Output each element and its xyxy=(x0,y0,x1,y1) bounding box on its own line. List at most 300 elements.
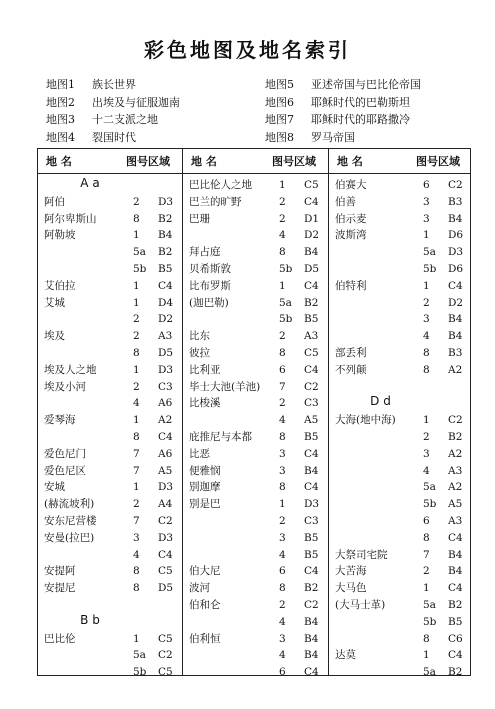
map-region: B4 xyxy=(448,313,463,326)
index-row xyxy=(329,631,472,647)
place-name: 安提尼 xyxy=(44,582,76,595)
map-number: 1 xyxy=(423,229,430,242)
place-name: 埃及人之地 xyxy=(44,363,97,376)
map-number: 5b xyxy=(133,666,147,679)
place-name: 巴兰的旷野 xyxy=(189,195,242,208)
map-number: 2 xyxy=(423,565,430,578)
place-name: 安曼(拉巴) xyxy=(44,531,95,544)
index-row xyxy=(38,496,182,512)
map-region: D1 xyxy=(304,212,320,225)
place-name: 伯示麦 xyxy=(335,212,367,225)
index-row xyxy=(38,547,182,563)
map-number: 7 xyxy=(423,548,430,561)
map-number: 地图5 xyxy=(265,78,294,91)
place-name: (赫流坡利) xyxy=(44,498,95,511)
section-letter: D d xyxy=(370,394,391,409)
index-row xyxy=(329,446,472,462)
index-row xyxy=(38,395,182,411)
map-number: 6 xyxy=(279,363,286,376)
map-region: C3 xyxy=(304,515,319,527)
map-number: 4 xyxy=(279,229,286,242)
index-row xyxy=(329,429,472,445)
map-region: B5 xyxy=(158,263,173,275)
index-row xyxy=(183,261,328,277)
map-region: B4 xyxy=(448,565,463,578)
map-number: 地图3 xyxy=(46,113,75,126)
map-region: C2 xyxy=(158,649,173,662)
map-region: D3 xyxy=(158,195,174,208)
index-row xyxy=(183,227,328,243)
index-row xyxy=(329,547,472,563)
place-name: 比恶 xyxy=(189,447,210,460)
place-name: 伯特利 xyxy=(335,279,367,292)
place-name: 安城 xyxy=(44,481,65,494)
map-region: B2 xyxy=(158,212,173,225)
place-name: 艾伯拉 xyxy=(44,279,76,292)
place-name: 彼拉 xyxy=(189,347,210,359)
map-region: C4 xyxy=(448,582,463,595)
map-number: 4 xyxy=(279,615,286,628)
index-row xyxy=(329,463,472,479)
map-number: 4 xyxy=(279,414,286,427)
map-region: B3 xyxy=(448,347,463,359)
index-row xyxy=(329,647,472,663)
map-number: 8 xyxy=(279,431,286,443)
index-row xyxy=(329,295,472,311)
map-number: 8 xyxy=(279,347,286,359)
index-row xyxy=(38,429,182,445)
map-number: 地图6 xyxy=(265,95,294,109)
index-row xyxy=(183,194,328,210)
index-row xyxy=(183,311,328,327)
place-name: 大海(地中海) xyxy=(335,414,396,427)
index-row xyxy=(183,463,328,479)
index-row xyxy=(183,328,328,344)
map-region: D3 xyxy=(158,363,174,376)
index-row xyxy=(329,194,472,210)
map-region: C3 xyxy=(158,380,173,393)
index-row xyxy=(329,412,472,428)
index-row xyxy=(38,194,182,210)
map-number: 5a xyxy=(133,649,146,662)
map-region: B4 xyxy=(448,212,463,225)
map-list-item xyxy=(46,76,180,94)
map-number: 2 xyxy=(279,397,286,410)
map-number: 4 xyxy=(423,330,430,343)
map-list-item xyxy=(46,94,180,112)
place-name: 爱琴海 xyxy=(44,414,76,427)
map-number: 8 xyxy=(423,632,430,645)
map-region: C2 xyxy=(448,414,463,427)
map-list-item xyxy=(265,76,421,94)
map-number: 2 xyxy=(423,431,430,443)
place-name: 达莫 xyxy=(335,649,356,662)
map-title: 族长世界 xyxy=(92,78,136,91)
map-region: A6 xyxy=(158,397,173,410)
map-region: D5 xyxy=(304,263,320,275)
index-row xyxy=(38,446,182,462)
index-row xyxy=(183,278,328,294)
place-name: 贝希斯敦 xyxy=(189,263,231,275)
map-number: 1 xyxy=(423,582,430,595)
map-region: B4 xyxy=(304,632,319,645)
map-number: 5b xyxy=(423,615,437,628)
map-number: 2 xyxy=(279,515,286,527)
map-title: 耶稣时代的巴勒斯坦 xyxy=(311,95,410,109)
place-name: 阿伯 xyxy=(44,195,65,208)
place-name: 伯和仑 xyxy=(189,599,221,611)
place-name: 伯善 xyxy=(335,195,356,208)
place-name: 巴比伦人之地 xyxy=(189,179,252,191)
map-region: A2 xyxy=(448,481,463,494)
map-region: B5 xyxy=(304,548,319,561)
place-name: 爱色尼门 xyxy=(44,447,86,460)
index-row xyxy=(329,664,472,680)
map-region: C2 xyxy=(448,179,463,191)
map-region: D3 xyxy=(304,498,320,511)
map-region: C4 xyxy=(304,279,319,292)
index-row xyxy=(38,261,182,277)
index-row xyxy=(183,446,328,462)
index-row xyxy=(183,412,328,428)
map-number: 3 xyxy=(133,531,140,544)
map-region: C4 xyxy=(304,363,319,376)
map-region: C5 xyxy=(158,565,173,578)
map-number: 1 xyxy=(133,481,140,494)
place-name: (迦巴勒) xyxy=(189,296,229,309)
map-region: B5 xyxy=(304,313,319,326)
map-region: B2 xyxy=(448,666,463,679)
page-title: 彩色地图及地名索引 xyxy=(144,38,351,62)
map-number: 地图2 xyxy=(46,95,75,109)
map-number: 8 xyxy=(423,531,430,544)
index-column xyxy=(329,149,472,679)
map-number: 5b xyxy=(423,263,437,275)
map-region: D5 xyxy=(158,582,174,595)
map-region: B4 xyxy=(448,330,463,343)
map-number: 4 xyxy=(279,649,286,662)
map-region: C4 xyxy=(448,649,463,662)
index-row xyxy=(183,211,328,227)
map-number: 地图4 xyxy=(46,130,75,144)
place-name: 埃及小河 xyxy=(44,380,86,393)
column-header-name: 地 名 xyxy=(46,155,72,168)
map-number: 2 xyxy=(133,195,140,208)
map-region: B2 xyxy=(448,431,463,443)
index-row xyxy=(329,563,472,579)
index-row xyxy=(183,580,328,596)
index-row xyxy=(183,563,328,579)
index-row xyxy=(183,547,328,563)
place-name: 伯大尼 xyxy=(189,565,221,578)
map-number: 1 xyxy=(423,414,430,427)
index-row xyxy=(38,227,182,243)
map-region: B3 xyxy=(448,195,463,208)
section-letter: A a xyxy=(80,176,100,190)
map-region: B5 xyxy=(304,531,319,544)
map-region: C4 xyxy=(304,195,319,208)
index-row xyxy=(329,362,472,378)
index-row xyxy=(38,412,182,428)
index-row xyxy=(38,580,182,596)
place-name: 别是巴 xyxy=(189,498,221,511)
index-row xyxy=(329,227,472,243)
map-number: 1 xyxy=(279,498,286,511)
index-row xyxy=(38,597,182,613)
map-number: 5a xyxy=(133,246,146,259)
index-row xyxy=(329,379,472,395)
map-number: 8 xyxy=(279,582,286,595)
place-name-index-table xyxy=(37,148,471,679)
map-number: 2 xyxy=(133,498,140,511)
index-row xyxy=(38,563,182,579)
index-row xyxy=(329,278,472,294)
map-region: C5 xyxy=(158,666,173,679)
index-row xyxy=(183,597,328,613)
map-region: B2 xyxy=(158,246,173,259)
index-row xyxy=(38,513,182,529)
map-number: 地图8 xyxy=(265,130,294,144)
map-number: 2 xyxy=(133,330,140,343)
index-row xyxy=(329,597,472,613)
map-region: B4 xyxy=(304,615,319,628)
place-name: 伯赛大 xyxy=(335,179,367,191)
index-row xyxy=(329,479,472,495)
index-row xyxy=(183,362,328,378)
index-row xyxy=(38,530,182,546)
map-number: 5a xyxy=(423,481,436,494)
map-number: 8 xyxy=(423,347,430,359)
index-row xyxy=(329,244,472,260)
map-number: 1 xyxy=(133,229,140,242)
map-region: C4 xyxy=(304,565,319,578)
map-region: D5 xyxy=(158,347,174,359)
column-header-map-region: 图号区域 xyxy=(416,155,460,168)
map-number: 8 xyxy=(133,565,140,578)
place-name: 比梭溪 xyxy=(189,397,221,410)
map-region: A2 xyxy=(158,414,173,427)
place-name: 波河 xyxy=(189,582,210,595)
index-row xyxy=(329,311,472,327)
index-row xyxy=(183,244,328,260)
map-number: 3 xyxy=(279,531,286,544)
map-region: C5 xyxy=(158,632,173,645)
map-region: C4 xyxy=(448,279,463,292)
map-title: 十二支派之地 xyxy=(92,113,158,126)
map-number: 8 xyxy=(279,481,286,494)
map-number: 2 xyxy=(279,195,286,208)
map-number: 5b xyxy=(279,313,293,326)
map-number: 1 xyxy=(423,649,430,662)
map-title: 亚述帝国与巴比伦帝国 xyxy=(311,78,421,91)
map-number: 地图7 xyxy=(265,113,294,126)
map-number: 8 xyxy=(133,582,140,595)
place-name: 大马色 xyxy=(335,582,367,595)
map-region: A3 xyxy=(448,515,463,527)
map-region: C4 xyxy=(448,531,463,544)
place-name: 波斯湾 xyxy=(335,229,367,242)
place-name: 安提阿 xyxy=(44,565,76,578)
map-region: D3 xyxy=(448,246,464,259)
map-list-item xyxy=(265,111,421,129)
map-number: 2 xyxy=(133,380,140,393)
map-number: 7 xyxy=(133,464,140,477)
place-name: 别迦摩 xyxy=(189,481,221,494)
index-row xyxy=(183,664,328,680)
map-number: 4 xyxy=(423,464,430,477)
map-region: B4 xyxy=(448,548,463,561)
map-number: 1 xyxy=(279,179,286,191)
map-number: 1 xyxy=(423,279,430,292)
map-number: 3 xyxy=(279,464,286,477)
index-row xyxy=(329,328,472,344)
map-region: C2 xyxy=(304,380,319,393)
index-row xyxy=(38,647,182,663)
index-row xyxy=(38,295,182,311)
map-region: C4 xyxy=(158,279,173,292)
place-name: 爱色尼区 xyxy=(44,464,86,477)
place-name: 巴珊 xyxy=(189,212,210,225)
map-list-item xyxy=(265,94,421,112)
map-number: 6 xyxy=(279,565,286,578)
map-region: C5 xyxy=(304,179,319,191)
map-title: 裂国时代 xyxy=(92,130,136,144)
map-region: A2 xyxy=(448,447,463,460)
map-region: B4 xyxy=(304,464,319,477)
map-number: 7 xyxy=(279,380,286,393)
index-row xyxy=(38,379,182,395)
map-region: C5 xyxy=(304,347,319,359)
place-name: 比东 xyxy=(189,330,210,343)
place-name: 部丢利 xyxy=(335,347,367,359)
map-region: A5 xyxy=(448,498,463,511)
index-row xyxy=(38,345,182,361)
index-row xyxy=(38,664,182,680)
map-number: 3 xyxy=(423,447,430,460)
map-number: 8 xyxy=(423,363,430,376)
index-column xyxy=(183,149,328,679)
map-region: B5 xyxy=(304,431,319,443)
index-row xyxy=(183,379,328,395)
map-number: 1 xyxy=(279,279,286,292)
map-list-item xyxy=(46,111,180,129)
map-region: D2 xyxy=(448,296,464,309)
map-number: 6 xyxy=(423,179,430,191)
index-row xyxy=(329,580,472,596)
index-row xyxy=(38,631,182,647)
index-row xyxy=(329,261,472,277)
map-region: D2 xyxy=(304,229,320,242)
map-region: A3 xyxy=(448,464,463,477)
map-list-item xyxy=(46,129,180,147)
map-number: 2 xyxy=(279,212,286,225)
map-list-left xyxy=(46,76,180,146)
index-row xyxy=(183,429,328,445)
map-number: 1 xyxy=(133,363,140,376)
map-region: A2 xyxy=(448,363,463,376)
index-row xyxy=(329,345,472,361)
map-number: 8 xyxy=(133,431,140,443)
index-row xyxy=(329,211,472,227)
map-number: 5b xyxy=(279,263,293,275)
place-name: 比布罗斯 xyxy=(189,279,231,292)
place-name: 大苦海 xyxy=(335,565,367,578)
map-number: 4 xyxy=(133,548,140,561)
map-number: 6 xyxy=(279,666,286,679)
map-number: 7 xyxy=(133,515,140,527)
place-name: 比利亚 xyxy=(189,363,221,376)
index-row xyxy=(183,395,328,411)
map-number: 3 xyxy=(279,632,286,645)
map-number: 2 xyxy=(279,330,286,343)
map-region: C4 xyxy=(304,481,319,494)
place-name: 毕士大池(羊池) xyxy=(189,380,261,393)
map-title: 罗马帝国 xyxy=(311,130,355,144)
index-row xyxy=(38,479,182,495)
map-region: C3 xyxy=(304,397,319,410)
index-row xyxy=(38,328,182,344)
map-number: 地图1 xyxy=(46,78,75,91)
place-name: 阿勒坡 xyxy=(44,229,76,242)
index-row xyxy=(183,631,328,647)
map-number: 1 xyxy=(133,279,140,292)
map-number: 1 xyxy=(133,632,140,645)
map-region: D6 xyxy=(448,263,464,275)
map-region: B2 xyxy=(304,296,319,309)
map-number: 4 xyxy=(279,548,286,561)
index-row xyxy=(329,530,472,546)
index-row xyxy=(183,345,328,361)
map-region: C4 xyxy=(304,447,319,460)
section-letter: B b xyxy=(80,612,100,627)
map-region: D2 xyxy=(158,313,174,326)
index-row xyxy=(38,211,182,227)
map-number: 3 xyxy=(423,212,430,225)
index-row xyxy=(183,647,328,663)
map-region: D6 xyxy=(448,229,464,242)
index-row xyxy=(183,295,328,311)
place-name: 不列颠 xyxy=(335,363,367,376)
map-number: 5b xyxy=(133,263,147,275)
map-region: B4 xyxy=(304,649,319,662)
place-name: 埃及 xyxy=(44,330,65,343)
map-region: B2 xyxy=(448,599,463,611)
map-region: B4 xyxy=(304,246,319,259)
index-row xyxy=(329,614,472,630)
map-title: 出埃及与征服迦南 xyxy=(92,95,180,109)
map-number: 5a xyxy=(279,296,292,309)
column-header-map-region: 图号区域 xyxy=(272,155,316,168)
index-row xyxy=(38,278,182,294)
index-row xyxy=(183,496,328,512)
map-region: A5 xyxy=(304,414,319,427)
map-region: D4 xyxy=(158,296,174,309)
map-region: B5 xyxy=(448,615,463,628)
map-number: 1 xyxy=(133,414,140,427)
map-region: D3 xyxy=(158,531,174,544)
map-number: 8 xyxy=(133,212,140,225)
map-number: 8 xyxy=(133,347,140,359)
map-number: 7 xyxy=(133,447,140,460)
map-number: 3 xyxy=(279,447,286,460)
index-row xyxy=(183,614,328,630)
index-row xyxy=(38,311,182,327)
map-region: A4 xyxy=(158,498,173,511)
map-region: C2 xyxy=(158,515,173,527)
map-region: C4 xyxy=(158,431,173,443)
map-number: 5a xyxy=(423,599,436,611)
place-name: 拜占庭 xyxy=(189,246,221,259)
